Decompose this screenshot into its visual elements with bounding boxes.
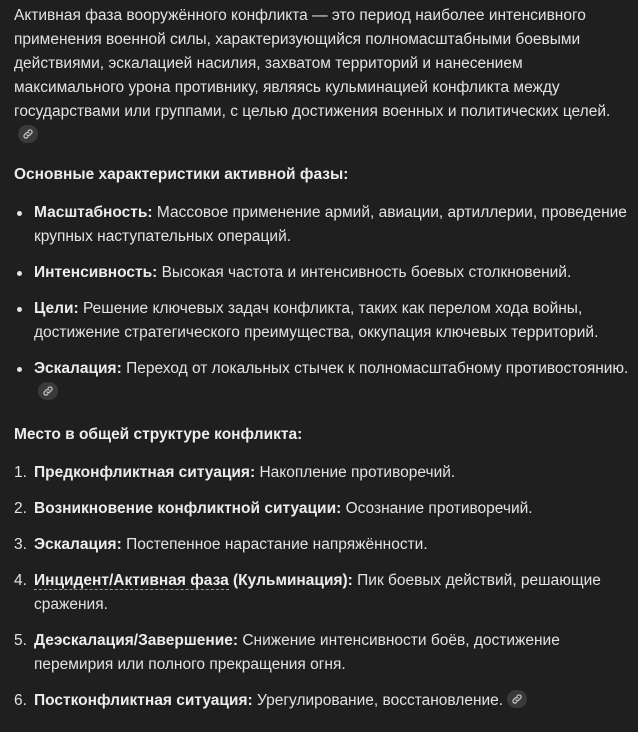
item-term: Цели: <box>34 300 79 317</box>
link-icon <box>511 693 523 705</box>
item-term: Интенсивность: <box>34 264 158 281</box>
item-number: 3. <box>14 536 27 553</box>
item-text: Переход от локальных стычек к полномасштабному противостоянию. <box>126 360 629 377</box>
item-term <box>34 572 353 590</box>
item-text: Постепенное нарастание напряжённости. <box>126 536 428 553</box>
item-term: Деэскалация/Завершение: <box>34 632 239 649</box>
list-item <box>14 297 630 345</box>
item-term: Постконфликтная ситуация: <box>34 692 253 709</box>
source-link-button[interactable] <box>507 690 527 708</box>
item-text: Осознание противоречий. <box>345 500 533 517</box>
item-text: Снижение интенсивности боёв, достижение перемирия или полного прекращения огня. <box>34 632 560 673</box>
list-item <box>14 533 630 557</box>
item-number: 2. <box>14 500 27 517</box>
item-text: Урегулирование, восстановление. <box>256 692 504 709</box>
item-term: Масштабность: <box>34 204 153 221</box>
item-text: Пик боевых действий, решающие сражения. <box>34 572 601 613</box>
list-item <box>14 261 630 285</box>
item-number: 1. <box>14 464 27 481</box>
list-item <box>14 629 630 677</box>
structure-list <box>14 461 630 713</box>
item-term: Возникновение конфликтной ситуации: <box>34 500 342 517</box>
link-icon <box>42 385 54 397</box>
list-item <box>14 201 630 249</box>
term-rest: (Кульминация): <box>228 572 353 589</box>
intro-paragraph <box>14 4 630 148</box>
item-text: Накопление противоречий. <box>259 464 456 481</box>
item-text: Массовое применение армий, авиации, артиллерии, проведение крупных наступательных операций. <box>34 204 627 245</box>
list-item <box>14 569 630 617</box>
item-term: Предконфликтная ситуация: <box>34 464 256 481</box>
response-content <box>14 4 630 725</box>
term-link[interactable]: Инцидент/Активная фаза <box>34 572 229 589</box>
section-heading-structure: Место в общей структуре конфликта: <box>14 426 303 443</box>
item-term: Эскалация: <box>34 360 122 377</box>
item-term: Эскалация: <box>34 536 122 553</box>
link-icon <box>22 128 34 140</box>
item-text: Высокая частота и интенсивность боевых столкновений. <box>161 264 572 281</box>
section-heading-characteristics: Основные характеристики активной фазы: <box>14 166 349 183</box>
item-number: 6. <box>14 692 27 709</box>
list-item <box>14 497 630 521</box>
characteristics-list <box>14 201 630 405</box>
item-number: 4. <box>14 572 27 589</box>
list-item <box>14 461 630 485</box>
source-link-button[interactable] <box>18 125 38 143</box>
item-text: Решение ключевых задач конфликта, таких как перелом хода войны, достижение стратегического преимущества, оккупация ключевых территорий. <box>34 300 599 341</box>
list-item <box>14 689 630 713</box>
item-number: 5. <box>14 632 27 649</box>
intro-text: Активная фаза вооружённого конфликта — это период наиболее интенсивного применения военной силы, характеризующийся полномасштабными боевыми действиями, эскалацией насилия, захватом территорий и нанесением максимального урона противнику, являясь кульминацией конфликта между государствами или группами, с целью достижения военных и политических целей. <box>14 7 611 120</box>
list-item <box>14 357 630 405</box>
source-link-button[interactable] <box>38 382 58 400</box>
